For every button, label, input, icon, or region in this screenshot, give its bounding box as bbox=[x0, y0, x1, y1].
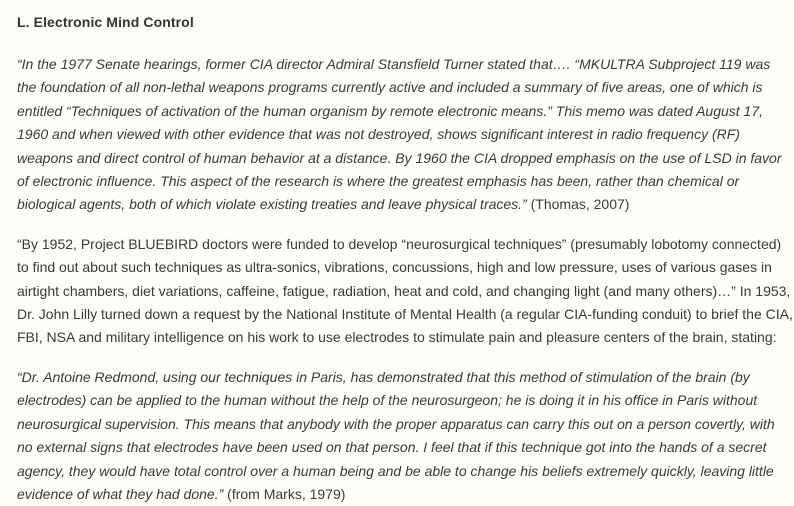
quote-text: “In the 1977 Senate hearings, former CIA director Admiral Stansfield Turner stated that…. “MKULTRA Subproject 119 was the foundation of all non-lethal weapons programs currently active and included a summary of five areas, one of which is entitled “Techniques of activation of the human organism by remote electronic means.” This memo was dated August 17, 1960 and when viewed with other evidence that was not destroyed, shows significant interest in radio frequency (RF) weapons and direct control of human behavior at a distance. By 1960 the CIA dropped emphasis on the use of LSD in favor of electronic influence. This aspect of the research is where the greatest emphasis has been, rather than chemical or biological agents, both of which violate existing treaties and leave physical traces.” bbox=[17, 56, 782, 213]
citation: (from Marks, 1979) bbox=[223, 485, 346, 502]
body-paragraph-bluebird: “By 1952, Project BLUEBIRD doctors were funded to develop “neurosurgical techniques” (presumably lobotomy connected) to find out about such techniques as ultra-sonics, vibrations, concussions, high and low pressure, uses of various gases in airtight chambers, diet variations, caffeine, fatigue, radiation, heat and cold, and changing light (and many others)…” In 1953, Dr. John Lilly turned down a request by the National Institute of Mental Health (a regular CIA-funding conduit) to brief the CIA, FBI, NSA and military intelligence on his work to use electrodes to stimulate pain and pleasure centers of the brain, stating: bbox=[17, 235, 793, 346]
quote-paragraph-redmond bbox=[17, 366, 793, 506]
citation: (Thomas, 2007) bbox=[526, 196, 630, 213]
section-heading: L. Electronic Mind Control bbox=[17, 14, 194, 30]
quote-paragraph-turner bbox=[17, 53, 793, 217]
article-section bbox=[17, 12, 793, 506]
quote-text: “Dr. Antoine Redmond, using our techniques in Paris, has demonstrated that this method of stimulation of the brain (by electrodes) can be applied to the human without the help of the neurosurgeon; he is doing it in his office in Paris without neurosurgical supervision. This means that anybody with the proper apparatus can carry this out on a person covertly, with no external signs that electrodes have been used on that person. I feel that if this technique got into the hands of a secret agency, they would have total control over a human being and be able to change his beliefs extremely quickly, leaving little evidence of what they had done.” bbox=[17, 368, 775, 502]
